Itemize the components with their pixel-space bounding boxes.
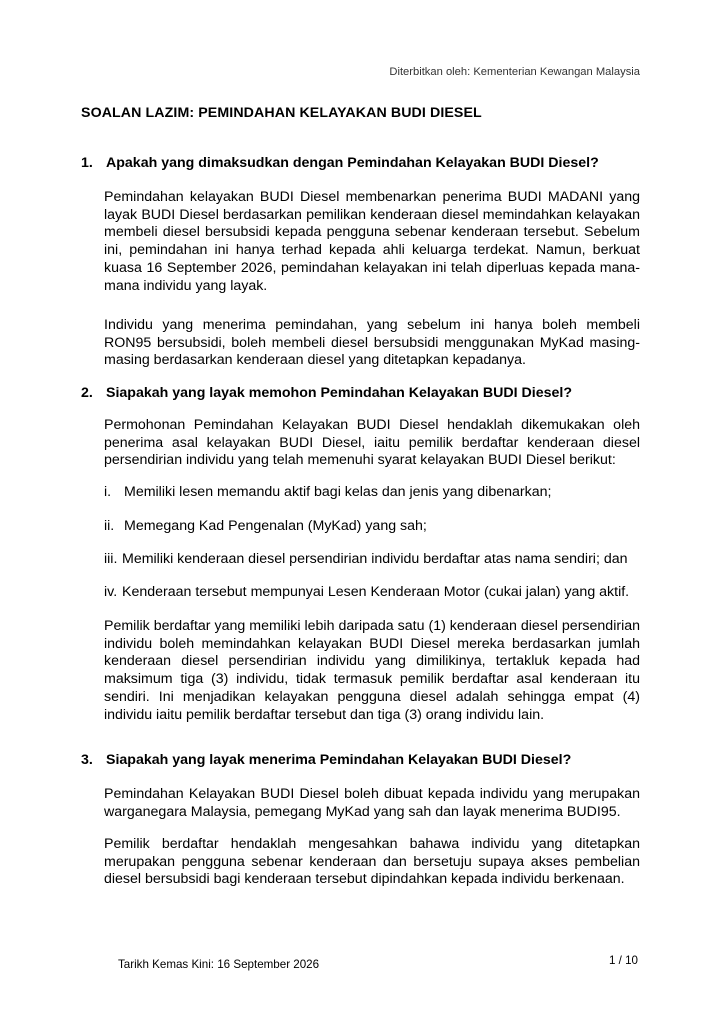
list-item-text: Kenderaan tersebut mempunyai Lesen Kenderaan Motor (cukai jalan) yang aktif.: [122, 584, 630, 600]
list-marker: ii.: [104, 518, 115, 534]
answer-paragraph: Pemindahan kelayakan BUDI Diesel membenarkan penerima BUDI MADANI yang layak BUDI Diesel berdasarkan pemilikan kenderaan diesel memindahkan kelayakan membeli diesel bersubsidi kepada pengguna sebenar kenderaan tersebut. Sebelum ini, pemindahan ini hanya terhad kepada ahli keluarga terdekat. Namun, berkuat kuasa 16 September 2026, pemindahan kelayakan ini telah diperluas kepada mana-mana individu yang layak.: [104, 189, 640, 294]
document-title: SOALAN LAZIM: PEMINDAHAN KELAYAKAN BUDI DIESEL: [81, 105, 482, 121]
list-item-text: Memegang Kad Pengenalan (MyKad) yang sah;: [124, 518, 427, 534]
list-marker: iv.: [104, 584, 118, 600]
list-item-text: Memiliki lesen memandu aktif bagi kelas dan jenis yang dibenarkan;: [124, 484, 552, 500]
list-marker: iii.: [104, 551, 118, 567]
question-number: 1.: [81, 155, 93, 171]
question-text: Siapakah yang layak menerima Pemindahan Kelayakan BUDI Diesel?: [106, 752, 572, 768]
list-item: [104, 551, 644, 569]
answer-paragraph: Pemindahan Kelayakan BUDI Diesel boleh dibuat kepada individu yang merupakan warganegara Malaysia, pemegang MyKad yang sah dan layak menerima BUDI95.: [104, 786, 640, 820]
list-item-text: Memiliki kenderaan diesel persendirian individu berdaftar atas nama sendiri; dan: [122, 551, 628, 567]
list-marker: i.: [104, 484, 112, 500]
page-number: 1 / 10: [608, 954, 638, 967]
publisher-header: Diterbitkan oleh: Kementerian Kewangan Malaysia: [389, 66, 640, 78]
question-number: 3.: [81, 752, 93, 768]
question-heading: [81, 752, 651, 768]
list-item: [104, 484, 644, 502]
last-updated-date: Tarikh Kemas Kini: 16 September 2026: [118, 958, 320, 971]
question-text: Siapakah yang layak memohon Pemindahan Kelayakan BUDI Diesel?: [106, 385, 572, 401]
list-item: [104, 584, 644, 602]
question-heading: [81, 155, 651, 171]
question-heading: [81, 385, 651, 401]
answer-paragraph: Individu yang menerima pemindahan, yang sebelum ini hanya boleh membeli RON95 bersubsidi, boleh membeli diesel bersubsidi menggunakan MyKad masing-masing berdasarkan kenderaan diesel yang ditetapkan kepadanya.: [104, 317, 640, 369]
list-item: [104, 518, 644, 536]
question-number: 2.: [81, 385, 93, 401]
answer-paragraph: Pemilik berdaftar yang memiliki lebih daripada satu (1) kenderaan diesel persendirian individu boleh memindahkan kelayakan BUDI Diesel mereka berdasarkan jumlah kenderaan diesel persendirian individu yang dimilikinya, tertakluk kepada had maksimum tiga (3) individu, tidak termasuk pemilik berdaftar asal kenderaan itu sendiri. Ini menjadikan kelayakan pengguna diesel adalah sehingga empat (4) individu iaitu pemilik berdaftar tersebut dan tiga (3) orang individu lain.: [104, 618, 640, 723]
answer-paragraph: Pemilik berdaftar hendaklah mengesahkan bahawa individu yang ditetapkan merupakan pengguna sebenar kenderaan dan bersetuju supaya akses pembelian diesel bersubsidi bagi kenderaan tersebut dipindahkan kepada individu berkenaan.: [104, 836, 640, 888]
question-text: Apakah yang dimaksudkan dengan Pemindahan Kelayakan BUDI Diesel?: [106, 155, 599, 171]
answer-paragraph: Permohonan Pemindahan Kelayakan BUDI Diesel hendaklah dikemukakan oleh penerima asal kelayakan BUDI Diesel, iaitu pemilik berdaftar kenderaan diesel persendirian individu yang telah memenuhi syarat kelayakan BUDI Diesel berikut:: [104, 417, 640, 469]
